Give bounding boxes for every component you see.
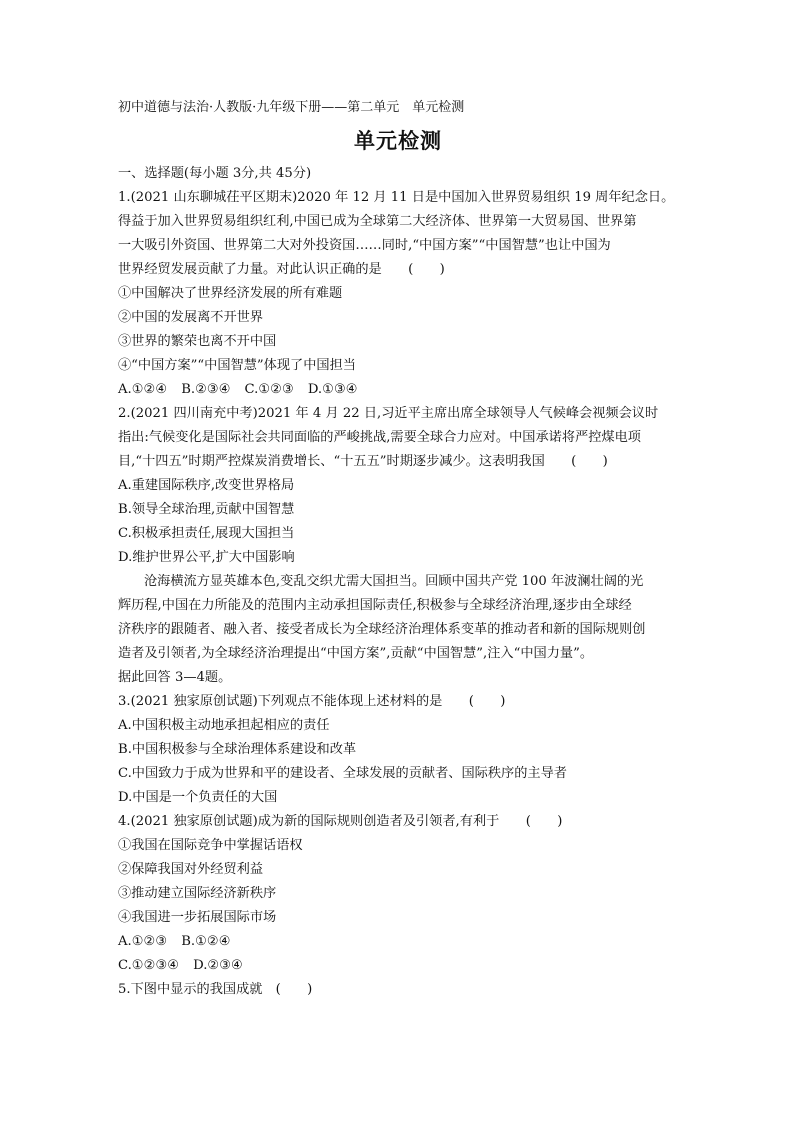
question-2-stem-line: 2.(2021 四川南充中考)2021 年 4 月 22 日,习近平主席出席全球领导人气候峰会视频会议时 bbox=[118, 406, 659, 421]
question-5-stem: 5.下图中显示的我国成就 ( ) bbox=[118, 982, 313, 997]
question-1-item: ①中国解决了世界经济发展的所有难题 bbox=[118, 286, 343, 301]
document-page bbox=[118, 96, 678, 1002]
option-a: A.①②④ bbox=[118, 382, 168, 397]
question-1-stem-line: 得益于加入世界贸易组织红利,中国已成为全球第二大经济体、世界第一大贸易国、世界第 bbox=[118, 214, 637, 229]
question-5 bbox=[118, 978, 678, 1002]
material-line: 造者及引领者,为全球经济治理提出“中国方案”,贡献“中国智慧”,注入“中国力量”。 bbox=[118, 646, 594, 661]
question-2-stem-line: 指出:气候变化是国际社会共同面临的严峻挑战,需要全球合力应对。中国承诺将严控煤电项 bbox=[118, 430, 641, 445]
question-2 bbox=[118, 402, 678, 570]
option-c: C.①②③④ bbox=[118, 958, 180, 973]
question-1 bbox=[118, 186, 678, 402]
option-b: B.②③④ bbox=[181, 382, 231, 397]
question-1-item: ③世界的繁荣也离不开中国 bbox=[118, 334, 277, 349]
option-a: A.中国积极主动地承担起相应的责任 bbox=[118, 718, 330, 733]
option-a: A.重建国际秩序,改变世界格局 bbox=[118, 478, 295, 493]
option-b: B.领导全球治理,贡献中国智慧 bbox=[118, 502, 295, 517]
material-line: 济秩序的跟随者、融入者、接受者成长为全球经济治理体系变革的推动者和新的国际规则创 bbox=[118, 622, 646, 637]
question-1-item: ②中国的发展离不开世界 bbox=[118, 310, 264, 325]
question-1-options bbox=[118, 378, 678, 402]
question-4-stem: 4.(2021 独家原创试题)成为新的国际规则创造者及引领者,有利于 ( ) bbox=[118, 814, 563, 829]
question-4-item: ②保障我国对外经贸利益 bbox=[118, 862, 264, 877]
material-line: 沧海横流方显英雄本色,变乱交织尤需大国担当。回顾中国共产党 100 年波澜壮阔的光 bbox=[144, 574, 644, 589]
question-3 bbox=[118, 690, 678, 810]
option-d: D.中国是一个负责任的大国 bbox=[118, 790, 278, 805]
question-1-stem-line: 世界经贸发展贡献了力量。对此认识正确的是 ( ) bbox=[118, 262, 445, 277]
material-instruction: 据此回答 3—4题。 bbox=[118, 670, 232, 685]
question-4 bbox=[118, 810, 678, 978]
question-1-stem-line: 1.(2021 山东聊城茌平区期末)2020 年 12 月 11 日是中国加入世界贸易组织 19 周年纪念日。 bbox=[118, 190, 675, 205]
option-b: B.中国积极参与全球治理体系建设和改革 bbox=[118, 742, 357, 757]
reading-material bbox=[118, 570, 678, 690]
option-c: C.中国致力于成为世界和平的建设者、全球发展的贡献者、国际秩序的主导者 bbox=[118, 766, 567, 781]
option-c: C.①②③ bbox=[244, 382, 294, 397]
question-4-item: ①我国在国际竞争中掌握话语权 bbox=[118, 838, 303, 853]
option-d: D.维护世界公平,扩大中国影响 bbox=[118, 550, 295, 565]
question-1-stem-line: 一大吸引外资国、世界第二大对外投资国……同时,“中国方案”“中国智慧”也让中国为 bbox=[118, 238, 611, 253]
running-header: 初中道德与法治·人教版·九年级下册——第二单元 单元检测 bbox=[118, 100, 465, 115]
question-4-item: ③推动建立国际经济新秩序 bbox=[118, 886, 277, 901]
option-a: A.①②③ bbox=[118, 934, 168, 949]
option-d: D.②③④ bbox=[193, 958, 243, 973]
option-b: B.①②④ bbox=[181, 934, 231, 949]
page-title: 单元检测 bbox=[354, 129, 442, 153]
question-4-options-row-2 bbox=[118, 954, 678, 978]
question-4-item: ④我国进一步拓展国际市场 bbox=[118, 910, 277, 925]
question-4-options-row-1 bbox=[118, 930, 678, 954]
material-line: 辉历程,中国在力所能及的范围内主动承担国际责任,积极参与全球经济治理,逐步由全球经 bbox=[118, 598, 632, 613]
question-1-item: ④“中国方案”“中国智慧”体现了中国担当 bbox=[118, 358, 356, 373]
option-c: C.积极承担责任,展现大国担当 bbox=[118, 526, 295, 541]
question-2-stem-line: 目,“十四五”时期严控煤炭消费增长、“十五五”时期逐步减少。这表明我国 ( ) bbox=[118, 454, 608, 469]
section-heading: 一、选择题(每小题 3分,共 45分) bbox=[118, 166, 312, 181]
option-d: D.①③④ bbox=[307, 382, 358, 397]
question-3-stem: 3.(2021 独家原创试题)下列观点不能体现上述材料的是 ( ) bbox=[118, 694, 506, 709]
